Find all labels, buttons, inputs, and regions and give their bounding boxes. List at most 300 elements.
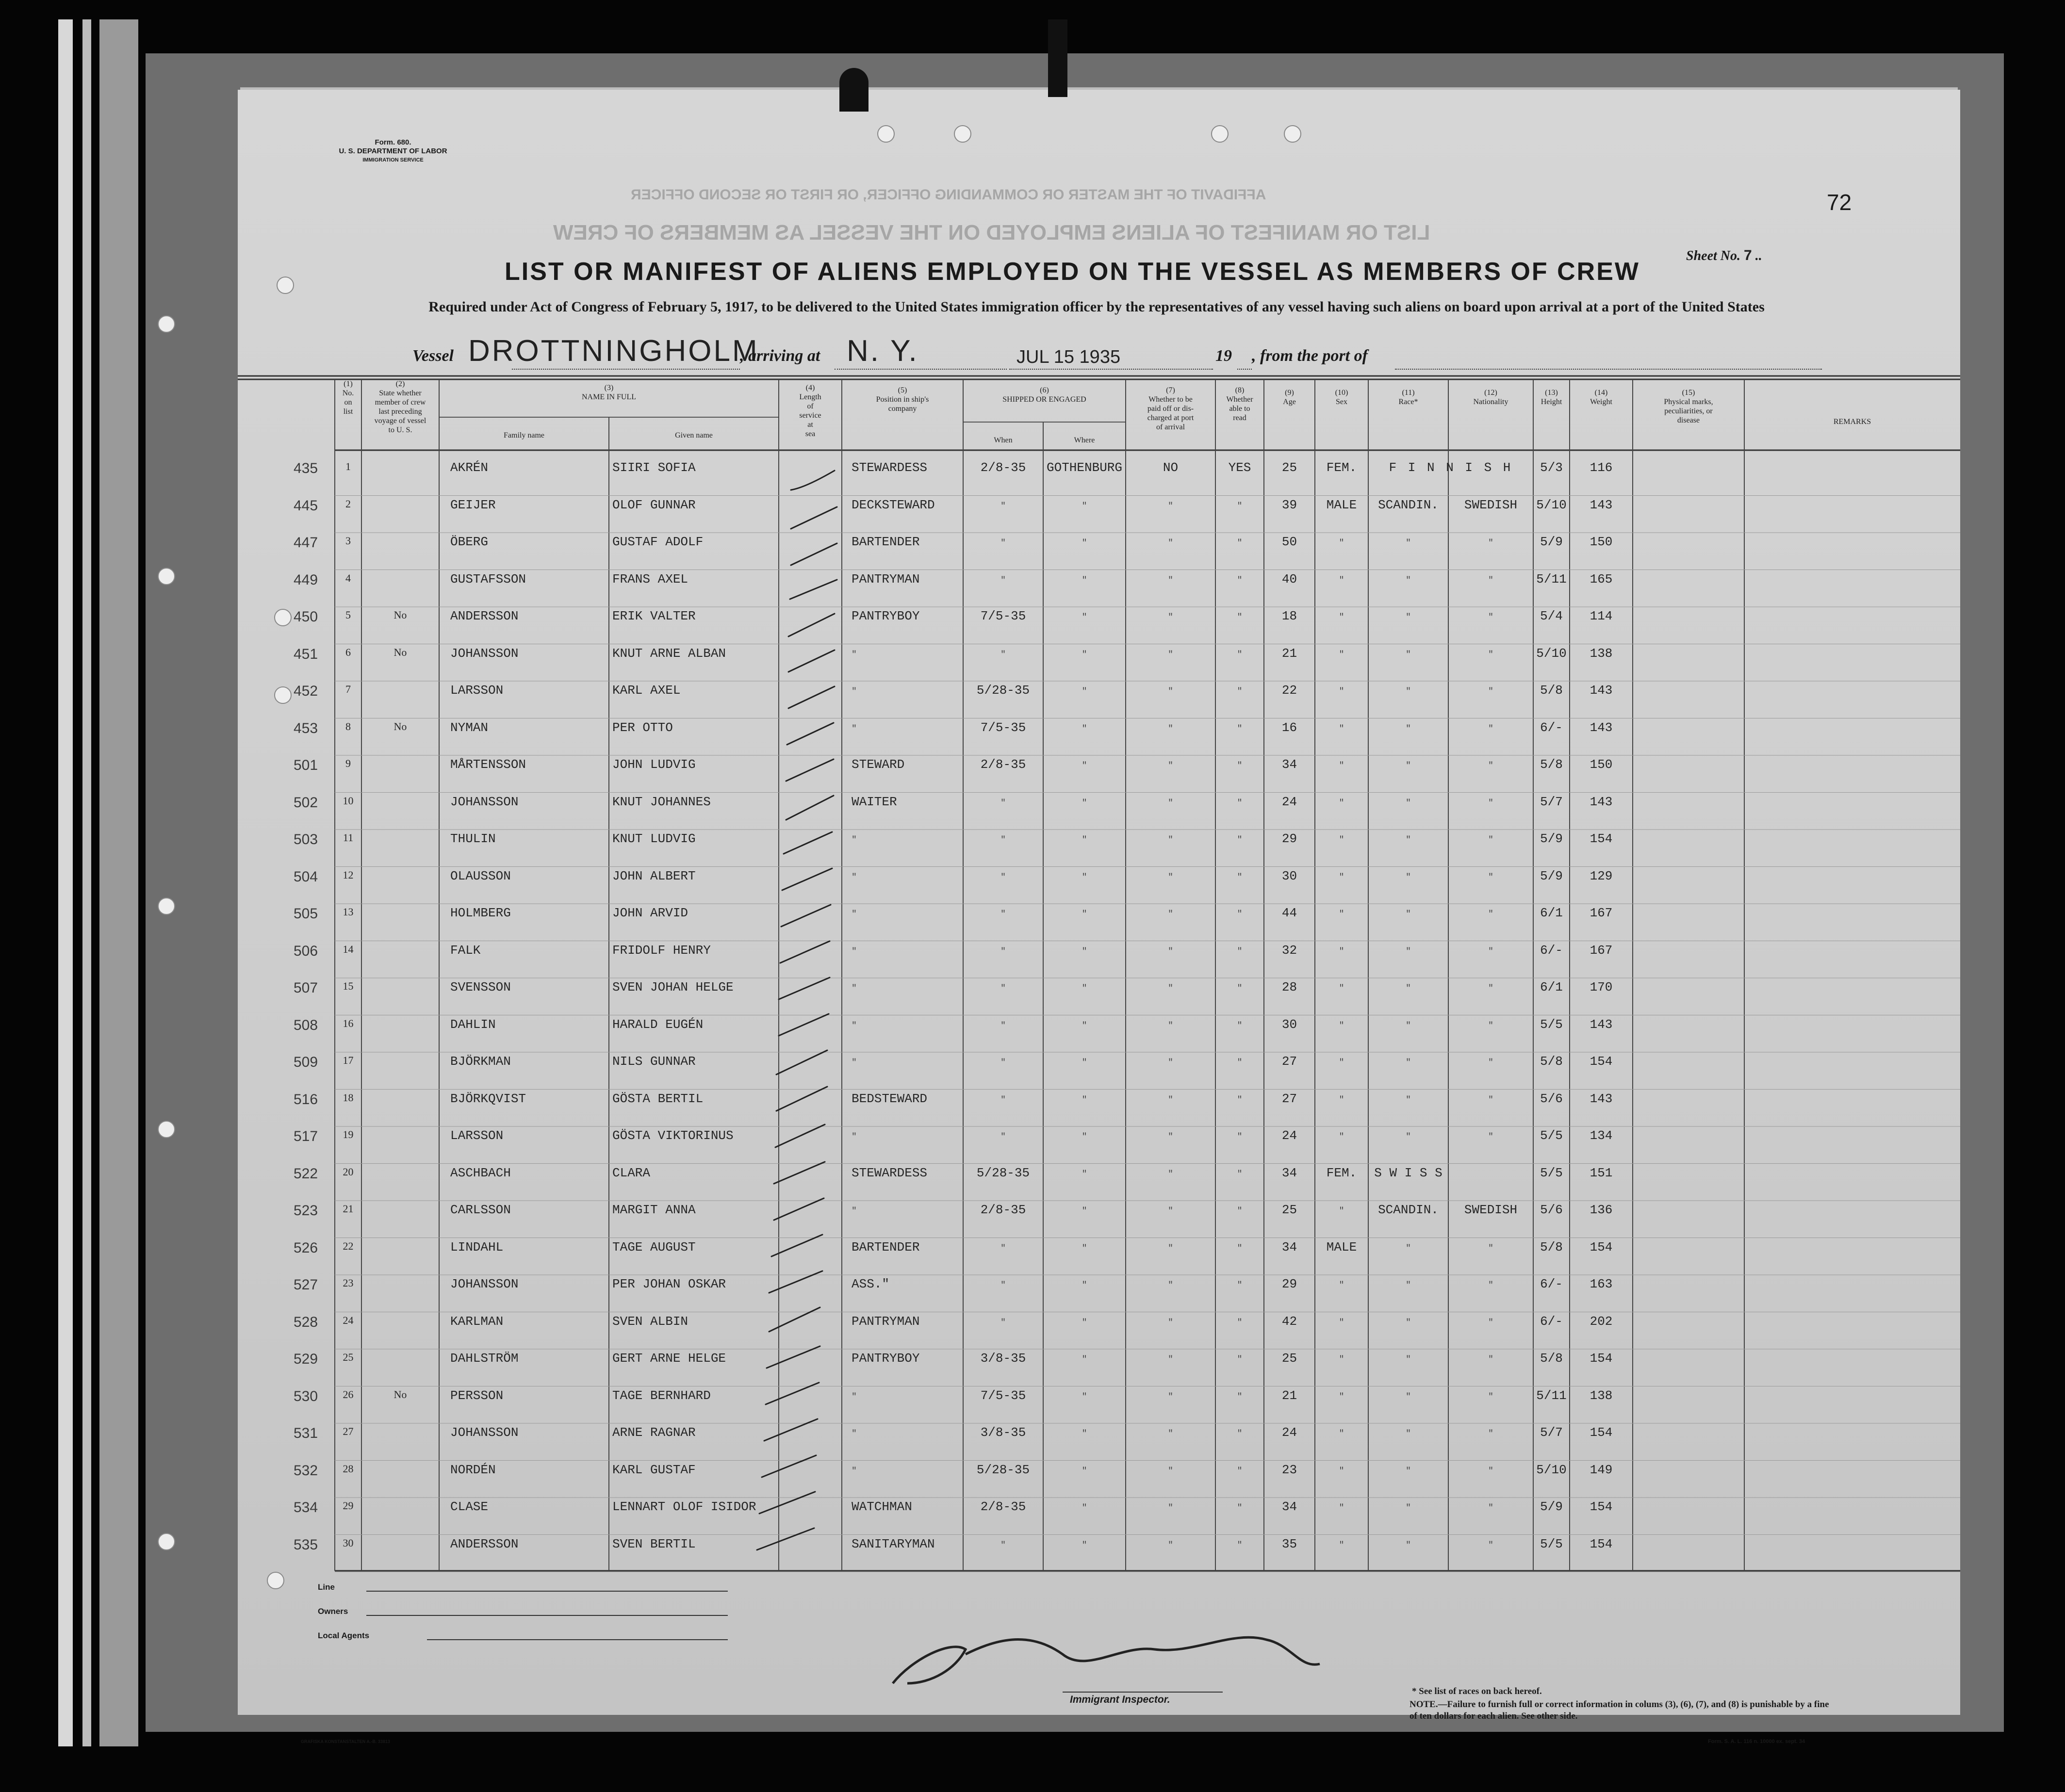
list-number: 17 — [343, 1054, 354, 1066]
weight: 154 — [1590, 1054, 1613, 1069]
weight: 149 — [1590, 1462, 1613, 1477]
shipped-where: " — [1082, 501, 1087, 511]
age: 50 — [1281, 535, 1297, 549]
margin-row-number: 505 — [294, 906, 318, 922]
position: WATCHMAN — [852, 1499, 912, 1514]
given-name: HARALD EUGÉN — [612, 1017, 704, 1032]
paid-off: " — [1168, 501, 1173, 511]
margin-row-number: 530 — [294, 1388, 318, 1404]
race: " — [1406, 984, 1411, 994]
height: 5/5 — [1540, 1536, 1563, 1551]
height: 5/10 — [1536, 497, 1567, 512]
shipped-where: " — [1082, 1466, 1087, 1476]
able-to-read: " — [1237, 613, 1243, 622]
height: 5/7 — [1540, 1425, 1563, 1440]
nationality: " — [1488, 1095, 1493, 1105]
weight: 165 — [1590, 571, 1613, 586]
age: 18 — [1281, 609, 1297, 623]
age: 21 — [1281, 1388, 1297, 1403]
position: " — [852, 835, 857, 845]
shipped-where: " — [1082, 650, 1087, 660]
paid-off: " — [1168, 1503, 1173, 1513]
shipped-where: " — [1082, 761, 1087, 771]
shipped-where: " — [1082, 835, 1087, 845]
nationality: SWEDISH — [1464, 497, 1518, 512]
weight: 154 — [1590, 1351, 1613, 1366]
able-to-read: " — [1237, 1058, 1243, 1068]
family-name: SVENSSON — [450, 980, 511, 994]
punch-hole — [274, 609, 292, 626]
shipped-where: " — [1082, 798, 1087, 808]
shipped-when: " — [1000, 946, 1006, 957]
able-to-read: " — [1237, 1281, 1243, 1290]
paid-off: " — [1168, 650, 1173, 660]
shipped-where: " — [1082, 575, 1087, 586]
margin-row-number: 527 — [294, 1277, 318, 1293]
age: 29 — [1281, 1277, 1297, 1291]
able-to-read: " — [1237, 1243, 1243, 1254]
col-header-nationality: (12) Nationality — [1473, 389, 1508, 406]
shipped-where: " — [1082, 910, 1087, 919]
shipped-when: " — [1000, 650, 1006, 660]
position: BEDSTEWARD — [852, 1091, 928, 1106]
shipped-where: " — [1082, 1540, 1087, 1550]
col-header-position: (5) Position in ship's company — [876, 386, 929, 413]
punch-hole — [267, 1572, 284, 1589]
sex: " — [1339, 835, 1344, 845]
weight: 143 — [1590, 1017, 1613, 1032]
race: " — [1406, 613, 1411, 622]
race: " — [1406, 1095, 1411, 1105]
margin-row-number: 503 — [294, 831, 318, 847]
height: 5/7 — [1540, 794, 1563, 809]
form-number: Form. 680. — [375, 138, 411, 147]
position: BARTENDER — [852, 535, 920, 549]
port-underline — [835, 369, 1007, 370]
paid-off: " — [1168, 1058, 1173, 1068]
family-name: LARSSON — [450, 683, 504, 698]
list-number: 20 — [343, 1165, 354, 1178]
shipped-where: " — [1082, 1355, 1087, 1365]
paid-off: " — [1168, 1318, 1173, 1328]
paid-off: " — [1168, 1281, 1173, 1290]
paid-off: " — [1168, 946, 1173, 957]
sheet-value: 7 — [1744, 247, 1752, 263]
position: " — [852, 724, 857, 734]
col-header-previous-voyage: (2) State whether member of crew last preceding voyage of vessel to U. S. — [374, 380, 426, 434]
family-name: KARLMAN — [450, 1314, 504, 1329]
shipped-when: 3/8-35 — [980, 1425, 1026, 1440]
list-number: 23 — [343, 1277, 354, 1289]
age: 34 — [1281, 1239, 1297, 1254]
able-to-read: " — [1237, 835, 1243, 845]
shipped-when: " — [1000, 1095, 1006, 1105]
position: " — [852, 687, 857, 697]
previous-voyage: No — [393, 646, 407, 658]
punch-hole — [877, 125, 895, 143]
sex: " — [1339, 1429, 1344, 1439]
position: " — [852, 910, 857, 919]
weight: 151 — [1590, 1165, 1613, 1180]
race: " — [1406, 1318, 1411, 1328]
age: 27 — [1281, 1091, 1297, 1106]
margin-row-number: 445 — [294, 497, 318, 514]
race: " — [1406, 650, 1411, 660]
age: 25 — [1281, 1351, 1297, 1366]
family-name: MÅRTENSSON — [450, 757, 526, 772]
able-to-read: " — [1237, 1095, 1243, 1105]
margin-row-number: 502 — [294, 794, 318, 811]
given-name: ARNE RAGNAR — [612, 1425, 696, 1440]
nationality: " — [1488, 1243, 1493, 1254]
position: " — [852, 1132, 857, 1142]
weight: 150 — [1590, 535, 1613, 549]
margin-row-number: 532 — [294, 1462, 318, 1479]
list-number: 27 — [343, 1425, 354, 1437]
shipped-where: " — [1082, 1132, 1087, 1142]
margin-row-number: 522 — [294, 1165, 318, 1182]
paid-off: " — [1168, 1132, 1173, 1142]
list-number: 9 — [345, 757, 351, 769]
sex: " — [1339, 650, 1344, 660]
shipped-when: " — [1000, 575, 1006, 586]
height: 6/- — [1540, 720, 1563, 735]
position: " — [852, 946, 857, 957]
family-name: ANDERSSON — [450, 609, 519, 623]
shipped-when: " — [1000, 1243, 1006, 1254]
margin-row-number: 516 — [294, 1091, 318, 1108]
owners-label: Owners — [318, 1607, 348, 1616]
race: " — [1406, 1281, 1411, 1290]
margin-row-number: 531 — [294, 1425, 318, 1441]
races-note: * See list of races on back hereof. — [1412, 1686, 1542, 1696]
family-name: JOHANSSON — [450, 1277, 519, 1291]
position: " — [852, 872, 857, 882]
height: 6/1 — [1540, 906, 1563, 920]
able-to-read: YES — [1228, 460, 1251, 475]
age: 25 — [1281, 1203, 1297, 1217]
shipped-when: " — [1000, 1281, 1006, 1290]
family-name: THULIN — [450, 831, 496, 846]
age: 22 — [1281, 683, 1297, 698]
race: " — [1406, 910, 1411, 919]
paid-off: " — [1168, 1540, 1173, 1550]
from-port-underline — [1395, 369, 1822, 370]
punch-hole — [158, 568, 175, 585]
height: 5/8 — [1540, 1239, 1563, 1254]
height: 5/9 — [1540, 1499, 1563, 1514]
race: SCANDIN. — [1378, 497, 1439, 512]
height: 5/4 — [1540, 609, 1563, 623]
punch-hole — [1211, 125, 1229, 143]
race: " — [1406, 1058, 1411, 1068]
vessel-underline — [512, 369, 740, 370]
height: 5/10 — [1536, 1462, 1567, 1477]
race: " — [1406, 724, 1411, 734]
shipped-when: 7/5-35 — [980, 1388, 1026, 1403]
given-name: FRANS AXEL — [612, 571, 688, 586]
left-binding-strip — [58, 19, 73, 1746]
shipped-when: " — [1000, 798, 1006, 808]
col-header-race: (11) Race* — [1398, 389, 1418, 406]
penalty-note: NOTE.—Failure to furnish full or correct information in colums (3), (6), (7), and (8) is punishable by a fine of ten dollars for each alien. See other side. — [1409, 1699, 1829, 1721]
nationality: " — [1488, 1503, 1493, 1513]
age: 21 — [1281, 646, 1297, 661]
list-number: 19 — [343, 1128, 354, 1140]
shipped-where: GOTHENBURG — [1046, 460, 1123, 475]
weight: 136 — [1590, 1203, 1613, 1217]
nationality: " — [1488, 872, 1493, 882]
height: 5/8 — [1540, 757, 1563, 772]
age: 44 — [1281, 906, 1297, 920]
given-name: SVEN ALBIN — [612, 1314, 688, 1329]
able-to-read: " — [1237, 1206, 1243, 1216]
list-number: 11 — [343, 831, 354, 844]
shipped-when: " — [1000, 1058, 1006, 1068]
height: 5/9 — [1540, 535, 1563, 549]
given-name: SIIRI SOFIA — [612, 460, 696, 475]
punch-hole — [954, 125, 971, 143]
given-name: GÖSTA BERTIL — [612, 1091, 704, 1106]
family-name: GUSTAFSSON — [450, 571, 526, 586]
given-name: SVEN BERTIL — [612, 1536, 696, 1551]
punch-hole — [158, 315, 175, 333]
list-number: 6 — [345, 646, 351, 658]
race: " — [1406, 1355, 1411, 1365]
family-name: ÖBERG — [450, 535, 489, 549]
col-header-paid-off: (7) Whether to be paid off or dis- charged at port of arrival — [1147, 386, 1194, 431]
nationality: " — [1488, 835, 1493, 845]
given-name: GERT ARNE HELGE — [612, 1351, 726, 1366]
bleed-through-affidavit: AFFIDAVIT OF THE MASTER OR COMMANDING OFFICER, OR FIRST OR SECOND OFFICER — [631, 187, 1266, 203]
shipped-when: 2/8-35 — [980, 1203, 1026, 1217]
sex: " — [1339, 910, 1344, 919]
weight: 116 — [1590, 460, 1613, 475]
col-header-height: (13) Height — [1541, 389, 1562, 406]
bleed-through-title: LIST OR MANIFEST OF ALIENS EMPLOYED ON THE VESSEL AS MEMBERS OF CREW — [553, 221, 1430, 244]
list-number: 30 — [343, 1536, 354, 1549]
family-name: LARSSON — [450, 1128, 504, 1143]
paid-off: " — [1168, 687, 1173, 697]
given-name: KNUT LUDVIG — [612, 831, 696, 846]
able-to-read: " — [1237, 1169, 1243, 1179]
vessel-name: DROTTNINGHOLM — [468, 334, 759, 368]
left-binding-strip — [82, 19, 91, 1746]
race: F I N N I S H — [1389, 460, 1513, 475]
col-header-list-no: (1) No. on list — [342, 380, 354, 416]
arriving-label: , arriving at — [740, 347, 820, 365]
height: 5/11 — [1536, 571, 1567, 586]
race: " — [1406, 835, 1411, 845]
family-name: HOLMBERG — [450, 906, 511, 920]
nationality: " — [1488, 910, 1493, 919]
height: 5/8 — [1540, 1351, 1563, 1366]
list-number: 12 — [343, 868, 354, 881]
col-header-name-in-full: (3) NAME IN FULL — [582, 384, 636, 401]
given-name: TAGE AUGUST — [612, 1239, 696, 1254]
family-name: AKRÉN — [450, 460, 489, 475]
shipped-when: " — [1000, 872, 1006, 882]
position: BARTENDER — [852, 1239, 920, 1254]
able-to-read: " — [1237, 1021, 1243, 1031]
weight: 154 — [1590, 1239, 1613, 1254]
list-number: 5 — [345, 609, 351, 621]
shipped-when: 5/28-35 — [976, 1462, 1030, 1477]
age: 27 — [1281, 1054, 1297, 1069]
weight: 163 — [1590, 1277, 1613, 1291]
able-to-read: " — [1237, 946, 1243, 957]
age: 35 — [1281, 1536, 1297, 1551]
shipped-when: " — [1000, 538, 1006, 548]
nationality: " — [1488, 1392, 1493, 1402]
nationality: " — [1488, 575, 1493, 586]
race: " — [1406, 1392, 1411, 1402]
paid-off: " — [1168, 1169, 1173, 1179]
family-name: ASCHBACH — [450, 1165, 511, 1180]
shipped-when: " — [1000, 1132, 1006, 1142]
inspector-label: Immigrant Inspector. — [1070, 1694, 1170, 1705]
line-label: Line — [318, 1582, 335, 1592]
nationality: " — [1488, 1021, 1493, 1031]
height: 5/9 — [1540, 868, 1563, 883]
weight: 154 — [1590, 1536, 1613, 1551]
nationality: " — [1488, 724, 1493, 734]
height: 6/- — [1540, 943, 1563, 958]
sex: " — [1339, 1206, 1344, 1216]
margin-row-number: 451 — [294, 646, 318, 662]
col-header-age: (9) Age — [1283, 389, 1296, 406]
race: " — [1406, 1429, 1411, 1439]
able-to-read: " — [1237, 1392, 1243, 1402]
nationality: " — [1488, 1429, 1493, 1439]
paid-off: " — [1168, 1355, 1173, 1365]
paid-off: " — [1168, 1392, 1173, 1402]
sex: " — [1339, 1318, 1344, 1328]
shipped-where: " — [1082, 613, 1087, 622]
shipped-when: 5/28-35 — [976, 683, 1030, 698]
family-name: BJÖRKMAN — [450, 1054, 511, 1069]
nationality: " — [1488, 984, 1493, 994]
printer-imprint: GRAFISKA KONSTANSTALTEN A.-B. 33813 — [301, 1739, 390, 1744]
list-number: 16 — [343, 1017, 354, 1029]
given-name: JOHN ARVID — [612, 906, 688, 920]
paid-off: " — [1168, 575, 1173, 586]
list-number: 29 — [343, 1499, 354, 1512]
shipped-where: " — [1082, 1058, 1087, 1068]
paper-clip — [839, 68, 869, 112]
age: 34 — [1281, 1165, 1297, 1180]
family-name: FALK — [450, 943, 481, 958]
age: 40 — [1281, 571, 1297, 586]
family-name: PERSSON — [450, 1388, 504, 1403]
shipped-when: 2/8-35 — [980, 1499, 1026, 1514]
nationality: " — [1488, 761, 1493, 771]
shipped-when: " — [1000, 501, 1006, 511]
sex: FEM. — [1326, 460, 1357, 475]
position: " — [852, 1466, 857, 1476]
list-number: 21 — [343, 1203, 354, 1215]
able-to-read: " — [1237, 538, 1243, 548]
position: PANTRYBOY — [852, 609, 920, 623]
punch-hole — [277, 277, 294, 294]
col-header-when: When — [994, 436, 1013, 444]
age: 32 — [1281, 943, 1297, 958]
list-number: 3 — [345, 535, 351, 547]
previous-voyage: No — [393, 1388, 407, 1401]
weight: 150 — [1590, 757, 1613, 772]
sex: " — [1339, 724, 1344, 734]
shipped-when: " — [1000, 1540, 1006, 1550]
sex: " — [1339, 1540, 1344, 1550]
family-name: BJÖRKQVIST — [450, 1091, 526, 1106]
height: 6/- — [1540, 1314, 1563, 1329]
position: DECKSTEWARD — [852, 497, 935, 512]
list-number: 18 — [343, 1091, 354, 1104]
family-name: NYMAN — [450, 720, 489, 735]
race: " — [1406, 1466, 1411, 1476]
race: " — [1406, 1132, 1411, 1142]
paid-off: " — [1168, 538, 1173, 548]
punch-hole — [158, 1533, 175, 1550]
height: 5/5 — [1540, 1017, 1563, 1032]
family-name: OLAUSSON — [450, 868, 511, 883]
weight: 129 — [1590, 868, 1613, 883]
able-to-read: " — [1237, 910, 1243, 919]
race: " — [1406, 872, 1411, 882]
col-header-where: Where — [1074, 436, 1095, 444]
position: " — [852, 1058, 857, 1068]
weight: 167 — [1590, 906, 1613, 920]
shipped-when: 2/8-35 — [980, 757, 1026, 772]
nationality: " — [1488, 1355, 1493, 1365]
list-number: 10 — [343, 794, 354, 807]
sex: " — [1339, 761, 1344, 771]
able-to-read: " — [1237, 575, 1243, 586]
able-to-read: " — [1237, 687, 1243, 697]
from-port-label: , from the port of — [1252, 347, 1368, 365]
given-name: JOHN ALBERT — [612, 868, 696, 883]
vessel-label: Vessel — [412, 347, 454, 365]
height: 6/1 — [1540, 980, 1563, 994]
race: SCANDIN. — [1378, 1203, 1439, 1217]
margin-row-number: 507 — [294, 980, 318, 996]
paid-off: " — [1168, 910, 1173, 919]
position: PANTRYMAN — [852, 1314, 920, 1329]
paid-off: " — [1168, 1206, 1173, 1216]
sex: " — [1339, 1058, 1344, 1068]
given-name: PER JOHAN OSKAR — [612, 1277, 726, 1291]
sex: " — [1339, 1281, 1344, 1290]
family-name: ANDERSSON — [450, 1536, 519, 1551]
sex: " — [1339, 687, 1344, 697]
previous-voyage: No — [393, 609, 407, 621]
height: 5/10 — [1536, 646, 1567, 661]
sex: " — [1339, 538, 1344, 548]
shipped-where: " — [1082, 724, 1087, 734]
margin-row-number: 447 — [294, 535, 318, 551]
able-to-read: " — [1237, 1503, 1243, 1513]
able-to-read: " — [1237, 984, 1243, 994]
shipped-where: " — [1082, 1503, 1087, 1513]
age: 29 — [1281, 831, 1297, 846]
race: " — [1406, 1540, 1411, 1550]
sex: " — [1339, 1132, 1344, 1142]
date-underline — [1009, 369, 1213, 370]
sheet-label: Sheet No. — [1686, 248, 1740, 263]
position: STEWARDESS — [852, 460, 928, 475]
able-to-read: " — [1237, 1132, 1243, 1142]
list-number: 7 — [345, 683, 351, 695]
